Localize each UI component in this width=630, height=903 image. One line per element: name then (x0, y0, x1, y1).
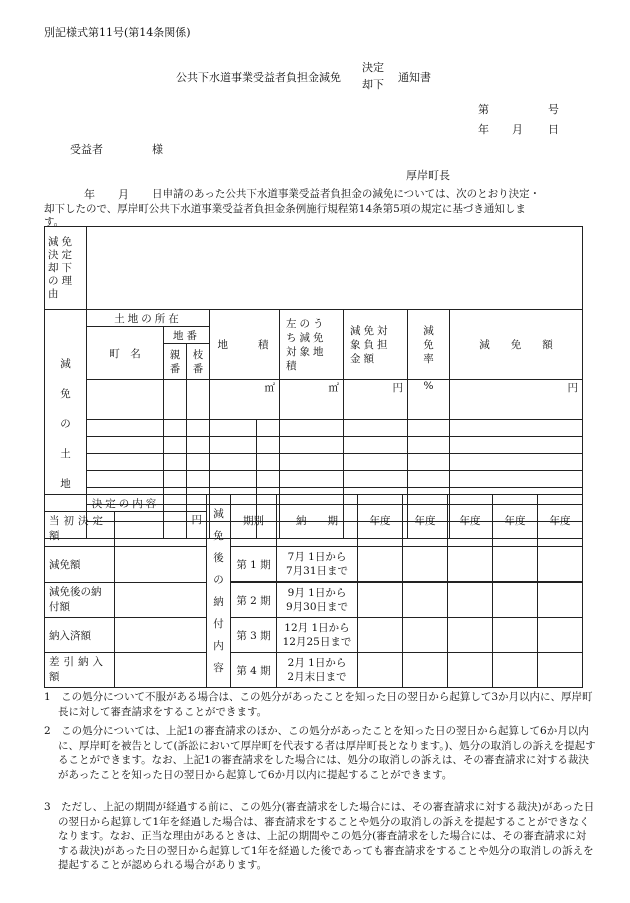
recipient-label: 受益者 (70, 143, 103, 156)
fy-header: 年度 (538, 495, 583, 547)
area-header: 地 積 (210, 310, 280, 380)
net-value[interactable] (115, 653, 207, 688)
unit-yen: 円 (191, 514, 202, 526)
fy-header: 年度 (403, 495, 448, 547)
period-3: 第 3 期 (231, 618, 277, 653)
land-cell[interactable] (87, 380, 164, 420)
title-main: 公共下水道事業受益者負担金減免 (176, 71, 341, 84)
due-4-to: 2月末日まで (287, 671, 347, 683)
row-after-label: 減免後の納付額 (49, 586, 102, 613)
due-3-to: 12月25日まで (282, 636, 352, 648)
due-3-from: 12月 1日から (284, 622, 350, 634)
row-paid-label: 納入済額 (49, 629, 91, 642)
row-net-label: 差引納入額 (49, 656, 107, 683)
unit-pct: % (423, 380, 434, 392)
intro-line2: 却下したので、厚岸町公共下水道事業受益者負担金条例施行規程第14条第5項の規定に基づき通知しま (44, 203, 526, 215)
reason-label: 減免決定却下の理由 (48, 235, 75, 300)
fy-header: 年度 (448, 495, 493, 547)
due-1-from: 7月 1日から (287, 551, 347, 563)
form-id: 別記様式第11号(第14条関係) (44, 26, 191, 39)
land-side-label: 減免の土地 (60, 358, 71, 490)
intro-year: 年 (84, 188, 95, 201)
date-day: 日 (548, 123, 559, 136)
unit-m2: ㎡ (328, 382, 339, 394)
period-1: 第 1 期 (231, 547, 277, 582)
date-month: 月 (512, 123, 523, 136)
unit-m2: ㎡ (264, 382, 275, 394)
title-option-decision: 決定 (362, 61, 384, 74)
chiban-header: 地番 (164, 327, 210, 344)
period-header: 期別 (231, 495, 277, 547)
intro-line1: 日申請のあった公共下水道事業受益者負担金の減免については、次のとおり決定・ (152, 188, 541, 200)
date-year: 年 (478, 123, 489, 136)
land-row (45, 454, 583, 471)
row-initial-label: 当初決定額 (49, 515, 107, 542)
due-2-from: 9月 1日から (287, 587, 347, 599)
recipient-honorific: 様 (152, 143, 163, 156)
town-header: 町 名 (87, 327, 164, 380)
after-value[interactable] (115, 583, 207, 618)
row-reduction-label: 減免額 (49, 559, 81, 571)
due-1-to: 7月31日まで (285, 565, 349, 577)
note-1: 1 この処分について不服がある場合は、この処分があったことを知った日の翌日から起算して3か月以内に、厚岸町長に対して審査請求をすることができます。 (44, 691, 593, 718)
title-suffix: 通知書 (398, 71, 431, 84)
land-table (44, 226, 583, 539)
title-option-reject: 却下 (362, 78, 384, 91)
due-2-to: 9月30日まで (285, 601, 349, 613)
intro-line3: す。 (44, 216, 65, 228)
unit-yen: 円 (392, 382, 403, 394)
reason-field[interactable] (87, 227, 583, 310)
due-header: 納 期 (277, 495, 358, 547)
period-2: 第 2 期 (231, 583, 277, 618)
fy-header: 年度 (493, 495, 538, 547)
branch-header: 枝番 (192, 348, 204, 375)
parent-header: 親番 (169, 348, 181, 375)
land-cell[interactable] (187, 380, 210, 420)
decision-table (44, 494, 583, 688)
fy-header: 年度 (358, 495, 403, 547)
land-row (45, 471, 583, 488)
doc-no-go: 号 (548, 103, 559, 116)
intro-month: 月 (118, 188, 129, 201)
amount-header: 減 免 額 (450, 310, 583, 380)
due-4-from: 2月 1日から (287, 657, 347, 669)
rate-header: 減免率 (423, 324, 434, 365)
land-row (45, 437, 583, 454)
doc-no-dai: 第 (478, 103, 489, 116)
land-cell[interactable] (164, 380, 187, 420)
period-4: 第 4 期 (231, 653, 277, 688)
target-amount-header: 減免対象負担金額 (350, 324, 391, 365)
note-2: 2 この処分については、上記1の審査請求のほか、この処分があったことを知った日の翌日から起算して6か月以内に、厚岸町を被告として(訴訟において厚岸町を代表する者は厚岸町長となります。)、処分の取消しの訴えを提起することができます。なお、上記1の審査請求をした場合には、処分の取消しの訴えは、その審査請求に対する裁決があったことを知った日の翌日から起算して6か月以内に提起することができます。 (44, 725, 596, 781)
location-header: 土地の所在 (87, 310, 210, 327)
decision-vertical-label: 減免後の納付内容 (213, 508, 224, 674)
decision-header: 決定の内容 (45, 495, 207, 512)
land-row (45, 420, 583, 437)
paid-value[interactable] (115, 618, 207, 653)
note-3: 3 ただし、上記の期間が経過する前に、この処分(審査請求をした場合には、その審査請求に対する裁決)があった日の翌日から起算して1年を経過した場合は、審査請求をすることや処分の取消しの訴えを提起することができなくなります。なお、正当な理由があるときは、上記の期間やこの処分(審査請求をした場合には、その審査請求に対する裁決)があった日の翌日から起算して1年を経過した後であっても審査請求をすることや処分の取消しの訴えを提起することが認められる場合があります。 (44, 801, 595, 872)
target-area-header: 左のうち減免対象地積 (286, 317, 327, 372)
issuer: 厚岸町長 (406, 169, 450, 182)
unit-yen: 円 (567, 382, 579, 394)
reduction-value[interactable] (115, 547, 207, 583)
